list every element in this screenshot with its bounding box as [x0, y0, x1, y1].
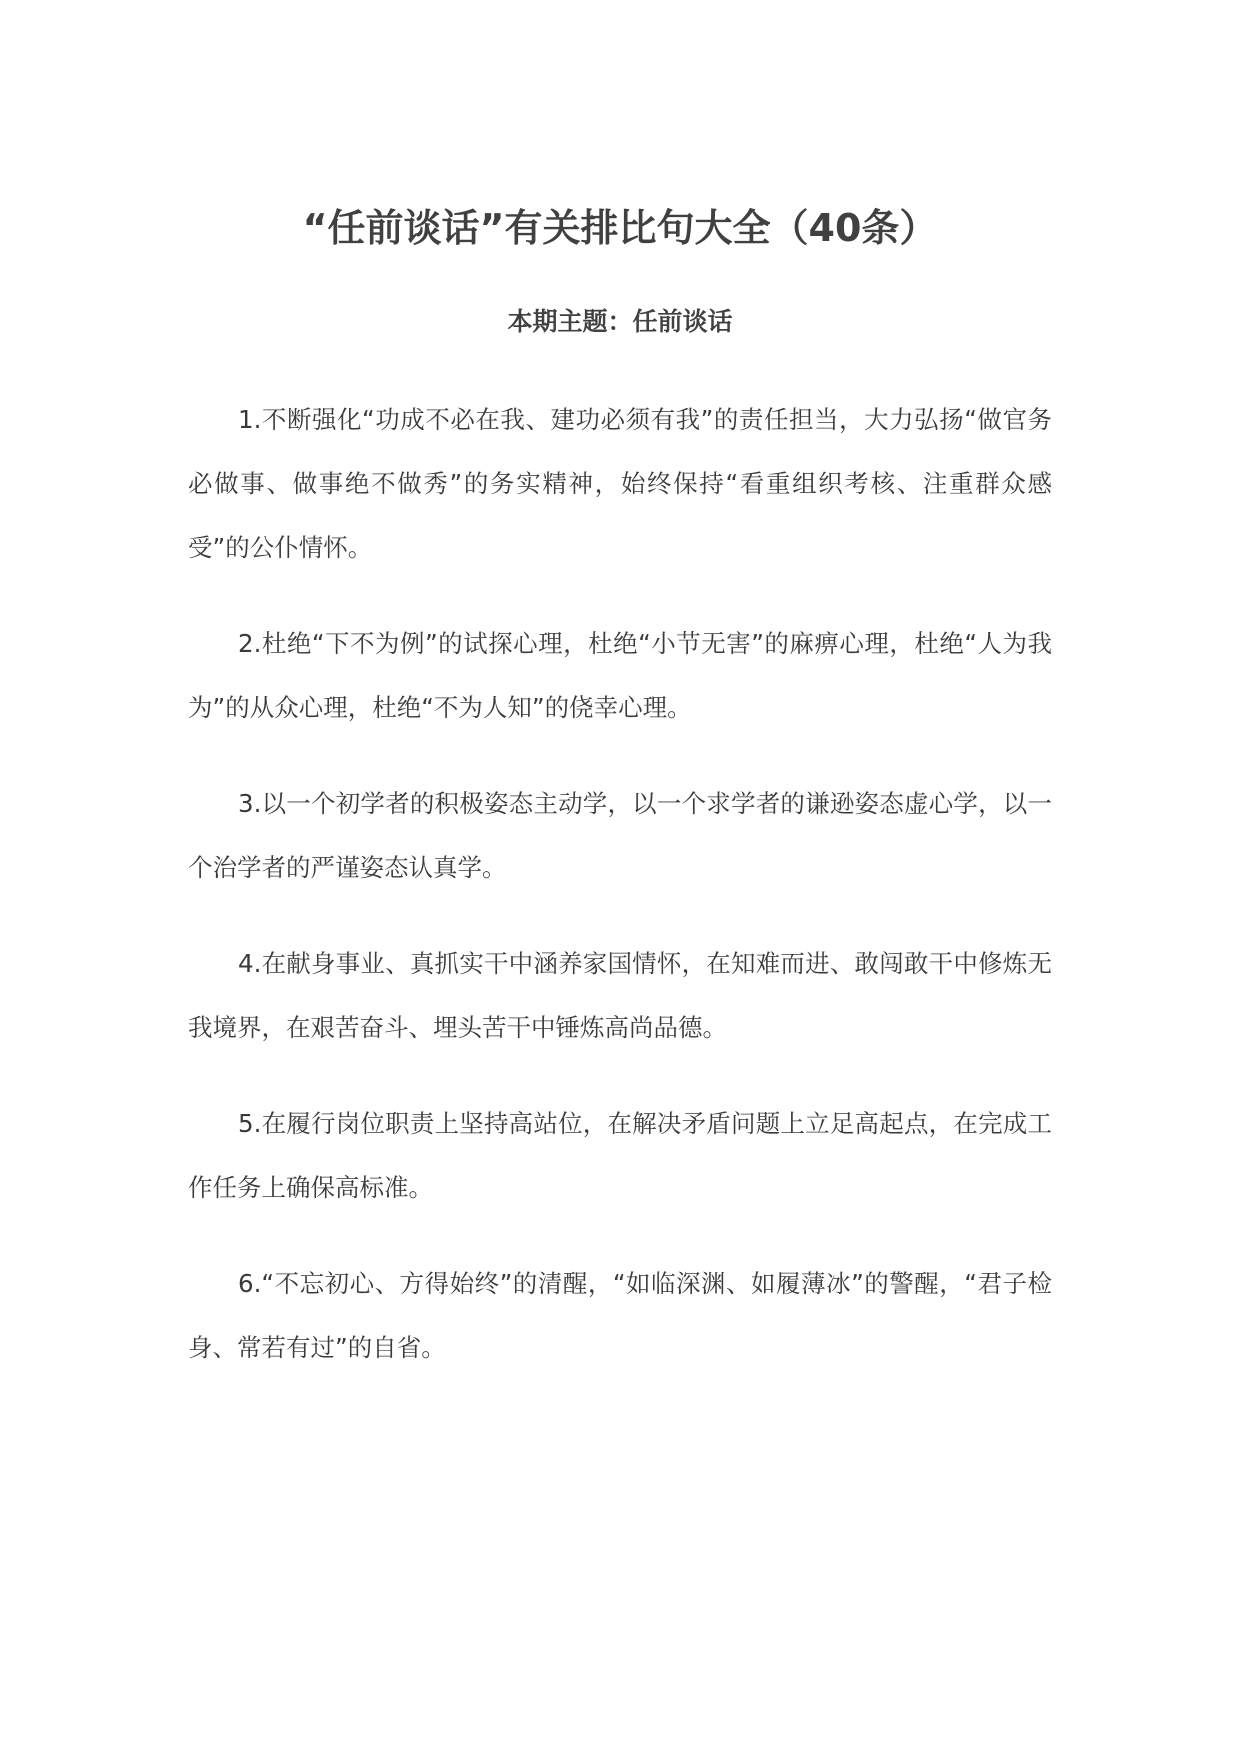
document-subtitle: 本期主题：任前谈话 — [507, 307, 733, 336]
paragraph-3: 3.以一个初学者的积极姿态主动学，以一个求学者的谦逊姿态虚心学，以一个治学者的严谨姿态认真学。 — [188, 789, 1052, 882]
document-body — [188, 388, 1052, 1412]
paragraph-4: 4.在献身事业、真抓实干中涵养家国情怀，在知难而进、敢闯敢干中修炼无我境界，在艰苦奋斗、埋头苦干中锤炼高尚品德。 — [188, 949, 1052, 1042]
paragraph-6: 6.“不忘初心、方得始终”的清醒，“如临深渊、如履薄冰”的警醒，“君子检身、常若有过”的自省。 — [188, 1269, 1052, 1362]
paragraph-2: 2.杜绝“下不为例”的试探心理，杜绝“小节无害”的麻痹心理，杜绝“人为我为”的从众心理，杜绝“不为人知”的侥幸心理。 — [188, 629, 1052, 722]
paragraph-1: 1.不断强化“功成不必在我、建功必须有我”的责任担当，大力弘扬“做官务必做事、做事绝不做秀”的务实精神，始终保持“看重组织考核、注重群众感受”的公仆情怀。 — [188, 405, 1052, 562]
paragraph-5: 5.在履行岗位职责上坚持高站位，在解决矛盾问题上立足高起点，在完成工作任务上确保高标准。 — [188, 1109, 1052, 1202]
document-title: “任前谈话”有关排比句大全（40条） — [302, 206, 938, 250]
